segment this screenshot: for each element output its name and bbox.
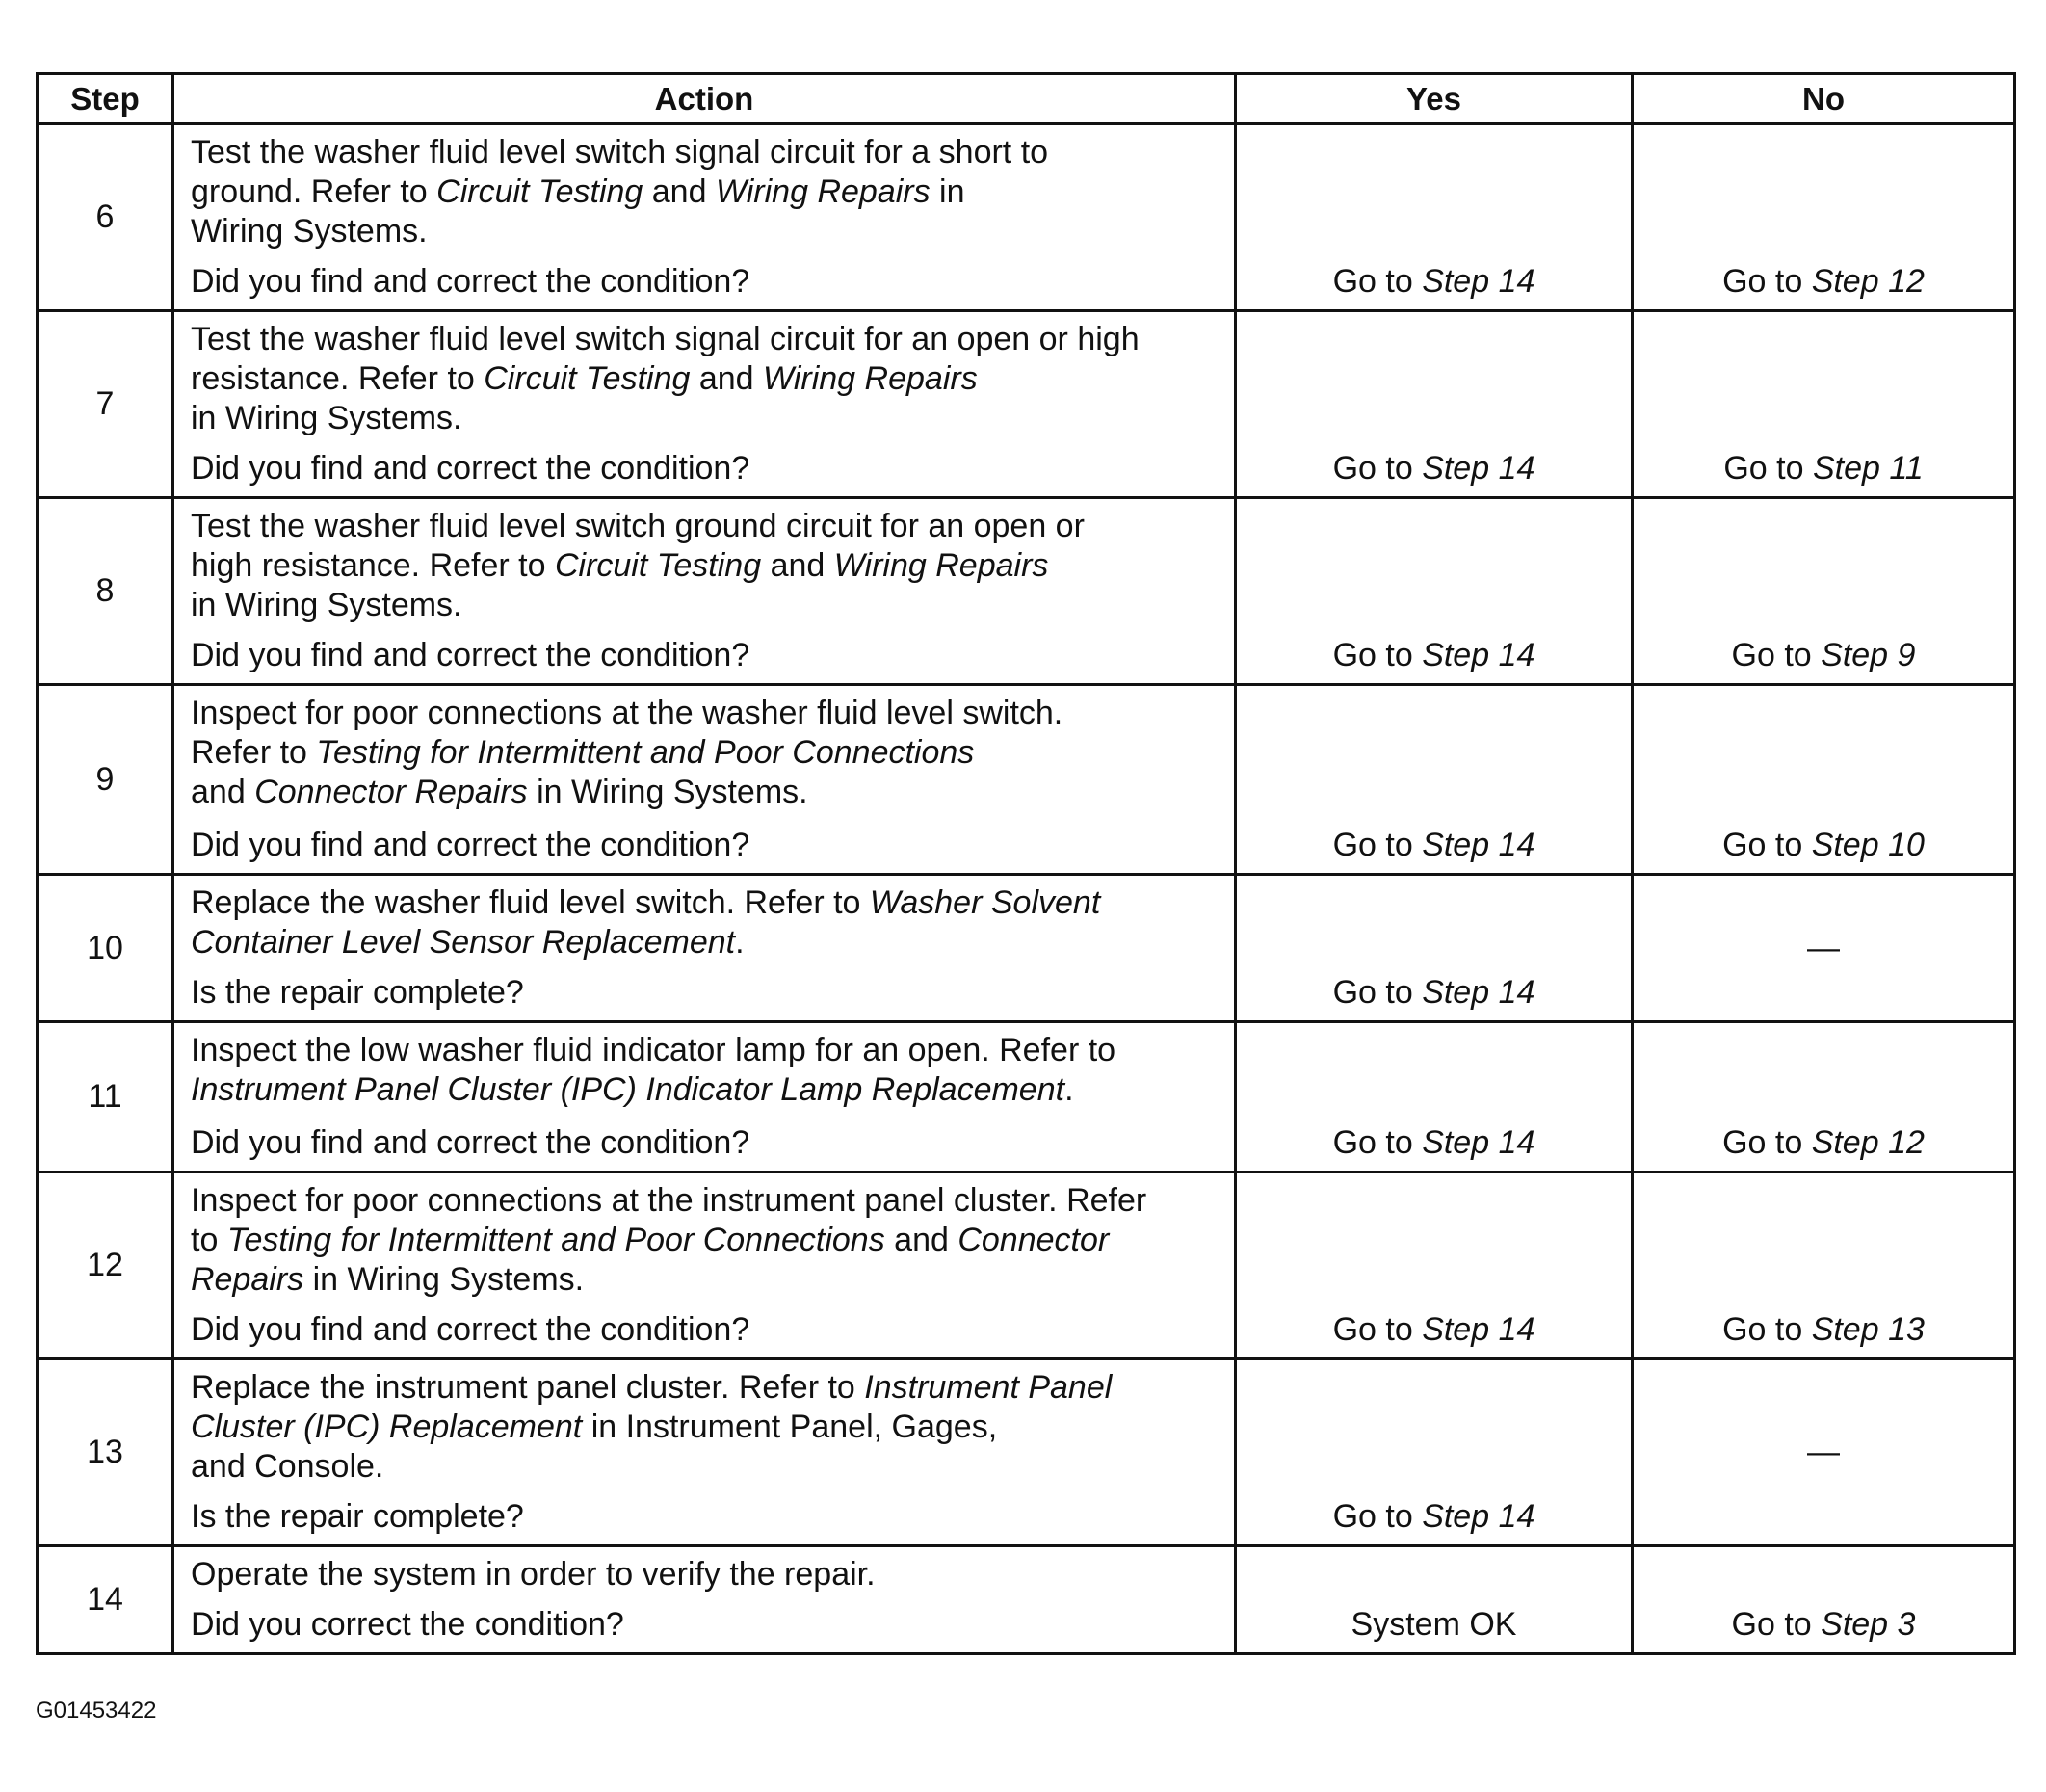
action-question: Did you find and correct the condition? <box>191 637 750 673</box>
table-row <box>38 311 2015 498</box>
action-question: Did you find and correct the condition? <box>191 1311 750 1348</box>
no-result <box>1633 1022 2015 1173</box>
action-cell <box>173 124 1236 311</box>
step-number: 13 <box>38 1359 173 1546</box>
yes-result <box>1236 685 1633 875</box>
table-row <box>38 685 2015 875</box>
text-run: Go to <box>1722 827 1812 863</box>
reference-text: Circuit Testing <box>436 173 643 210</box>
action-question: Did you find and correct the condition? <box>191 1124 750 1161</box>
table-row <box>38 1173 2015 1359</box>
text-run: and Console. <box>191 1448 384 1485</box>
yes-result <box>1236 1173 1633 1359</box>
text-run: and <box>643 173 716 210</box>
text-run: and <box>690 360 764 397</box>
reference-text: Step 14 <box>1422 827 1535 863</box>
text-run: Wiring Systems. <box>191 213 428 250</box>
reference-text: Step 3 <box>1821 1606 1916 1643</box>
text-run: Go to <box>1722 1124 1812 1161</box>
reference-text: Step 14 <box>1422 637 1535 673</box>
action-cell <box>173 685 1236 875</box>
action-cell <box>173 1022 1236 1173</box>
action-question: Did you correct the condition? <box>191 1606 624 1643</box>
reference-text: Step 14 <box>1422 263 1535 300</box>
header-no: No <box>1633 74 2015 124</box>
reference-text: Step 9 <box>1821 637 1916 673</box>
table-row <box>38 875 2015 1022</box>
reference-text: Step 14 <box>1422 1311 1535 1348</box>
text-run: Go to <box>1332 1124 1423 1161</box>
action-instruction <box>191 133 1222 251</box>
no-result <box>1633 311 2015 498</box>
text-run: Go to <box>1332 1498 1423 1535</box>
reference-text: Connector <box>957 1222 1110 1258</box>
reference-text: Circuit Testing <box>484 360 691 397</box>
reference-text: Repairs <box>191 1261 304 1298</box>
action-instruction <box>191 507 1222 625</box>
reference-text: Step 13 <box>1811 1311 1925 1348</box>
header-yes: Yes <box>1236 74 1633 124</box>
text-run: to <box>191 1222 227 1258</box>
no-result <box>1633 1359 2015 1546</box>
text-run: System OK <box>1351 1606 1517 1643</box>
reference-text: Instrument Panel <box>864 1369 1113 1406</box>
no-result <box>1633 498 2015 685</box>
text-run: in Wiring Systems. <box>191 587 462 623</box>
text-run: Test the washer fluid level switch ground circuit for an open or <box>191 508 1085 544</box>
table-row <box>38 1546 2015 1654</box>
text-run: Go to <box>1722 1311 1812 1348</box>
reference-text: Step 10 <box>1811 827 1925 863</box>
reference-text: Step 14 <box>1422 974 1535 1011</box>
action-cell <box>173 498 1236 685</box>
no-result <box>1633 124 2015 311</box>
text-run: — <box>1807 1434 1840 1470</box>
reference-text: Step 11 <box>1812 450 1924 487</box>
text-run: Go to <box>1723 450 1813 487</box>
step-number: 11 <box>38 1022 173 1173</box>
text-run: and <box>761 547 834 584</box>
text-run: Operate the system in order to verify the repair. <box>191 1556 876 1593</box>
reference-text: Wiring Repairs <box>833 547 1049 584</box>
no-result <box>1633 1546 2015 1654</box>
action-instruction <box>191 320 1222 438</box>
text-run: Go to <box>1731 1606 1822 1643</box>
text-run: . <box>735 924 745 961</box>
table-row <box>38 1359 2015 1546</box>
step-number: 8 <box>38 498 173 685</box>
reference-text: Wiring Repairs <box>715 173 931 210</box>
text-run: in Instrument Panel, Gages, <box>582 1409 998 1445</box>
text-run: Go to <box>1332 450 1423 487</box>
reference-text: Step 14 <box>1422 1124 1535 1161</box>
action-cell <box>173 1546 1236 1654</box>
yes-result <box>1236 1546 1633 1654</box>
reference-text: Washer Solvent <box>869 884 1101 921</box>
text-run: high resistance. Refer to <box>191 547 555 584</box>
action-cell <box>173 1173 1236 1359</box>
text-run: Test the washer fluid level switch signal circuit for an open or high <box>191 321 1140 357</box>
yes-result <box>1236 875 1633 1022</box>
text-run: Go to <box>1731 637 1822 673</box>
action-instruction <box>191 1181 1222 1300</box>
action-question: Did you find and correct the condition? <box>191 450 750 487</box>
table-row <box>38 498 2015 685</box>
action-cell <box>173 875 1236 1022</box>
action-question: Is the repair complete? <box>191 974 524 1011</box>
no-result <box>1633 1173 2015 1359</box>
step-number: 7 <box>38 311 173 498</box>
text-run: resistance. Refer to <box>191 360 485 397</box>
action-question: Is the repair complete? <box>191 1498 524 1535</box>
reference-text: Wiring Repairs <box>763 360 978 397</box>
yes-result <box>1236 1022 1633 1173</box>
reference-text: Step 12 <box>1811 1124 1925 1161</box>
step-number: 14 <box>38 1546 173 1654</box>
table-body <box>38 124 2015 1654</box>
text-run: Replace the washer fluid level switch. Refer to <box>191 884 870 921</box>
reference-text: Testing for Intermittent and Poor Connections <box>226 1222 885 1258</box>
text-run: Go to <box>1332 974 1423 1011</box>
text-run: Go to <box>1332 827 1423 863</box>
text-run: Inspect for poor connections at the instrument panel cluster. Refer <box>191 1182 1147 1219</box>
text-run: Go to <box>1332 1311 1423 1348</box>
text-run: in Wiring Systems. <box>303 1261 585 1298</box>
text-run: and <box>191 774 255 810</box>
step-number: 10 <box>38 875 173 1022</box>
text-run: Go to <box>1722 263 1812 300</box>
header-action: Action <box>173 74 1236 124</box>
text-run: Go to <box>1332 263 1423 300</box>
no-result <box>1633 685 2015 875</box>
text-run: ground. Refer to <box>191 173 437 210</box>
reference-text: Cluster (IPC) Replacement <box>191 1409 583 1445</box>
text-run: and <box>884 1222 958 1258</box>
yes-result <box>1236 498 1633 685</box>
reference-text: Circuit Testing <box>554 547 762 584</box>
yes-result <box>1236 124 1633 311</box>
text-run: in <box>930 173 965 210</box>
action-instruction <box>191 694 1222 812</box>
no-result <box>1633 875 2015 1022</box>
step-number: 9 <box>38 685 173 875</box>
action-instruction <box>191 883 1222 962</box>
reference-text: Step 14 <box>1422 450 1535 487</box>
reference-text: Step 14 <box>1422 1498 1535 1535</box>
figure-id: G01453422 <box>36 1698 157 1724</box>
reference-text: Container Level Sensor Replacement <box>191 924 736 961</box>
table-row <box>38 1022 2015 1173</box>
header-step: Step <box>38 74 173 124</box>
reference-text: Step 12 <box>1811 263 1925 300</box>
reference-text: Instrument Panel Cluster (IPC) Indicator Lamp Replacement <box>191 1071 1065 1108</box>
text-run: — <box>1807 929 1840 966</box>
text-run: Inspect for poor connections at the washer fluid level switch. <box>191 695 1063 731</box>
text-run: Go to <box>1332 637 1423 673</box>
action-instruction <box>191 1555 1222 1594</box>
action-instruction <box>191 1368 1222 1487</box>
text-run: Replace the instrument panel cluster. Refer to <box>191 1369 865 1406</box>
diagnostic-table <box>36 72 2016 1655</box>
reference-text: Connector Repairs <box>254 774 528 810</box>
text-run: . <box>1064 1071 1074 1108</box>
text-run: Refer to <box>191 734 317 771</box>
header-row <box>38 74 2015 124</box>
action-question: Did you find and correct the condition? <box>191 263 750 300</box>
step-number: 12 <box>38 1173 173 1359</box>
yes-result <box>1236 311 1633 498</box>
yes-result <box>1236 1359 1633 1546</box>
table-header <box>38 74 2015 124</box>
action-cell <box>173 1359 1236 1546</box>
text-run: Test the washer fluid level switch signal circuit for a short to <box>191 134 1049 171</box>
action-instruction <box>191 1031 1222 1110</box>
step-number: 6 <box>38 124 173 311</box>
text-run: Inspect the low washer fluid indicator lamp for an open. Refer to <box>191 1032 1116 1068</box>
text-run: in Wiring Systems. <box>527 774 808 810</box>
text-run: in Wiring Systems. <box>191 400 462 436</box>
reference-text: Testing for Intermittent and Poor Connections <box>316 734 975 771</box>
action-cell <box>173 311 1236 498</box>
table-row <box>38 124 2015 311</box>
action-question: Did you find and correct the condition? <box>191 827 750 863</box>
